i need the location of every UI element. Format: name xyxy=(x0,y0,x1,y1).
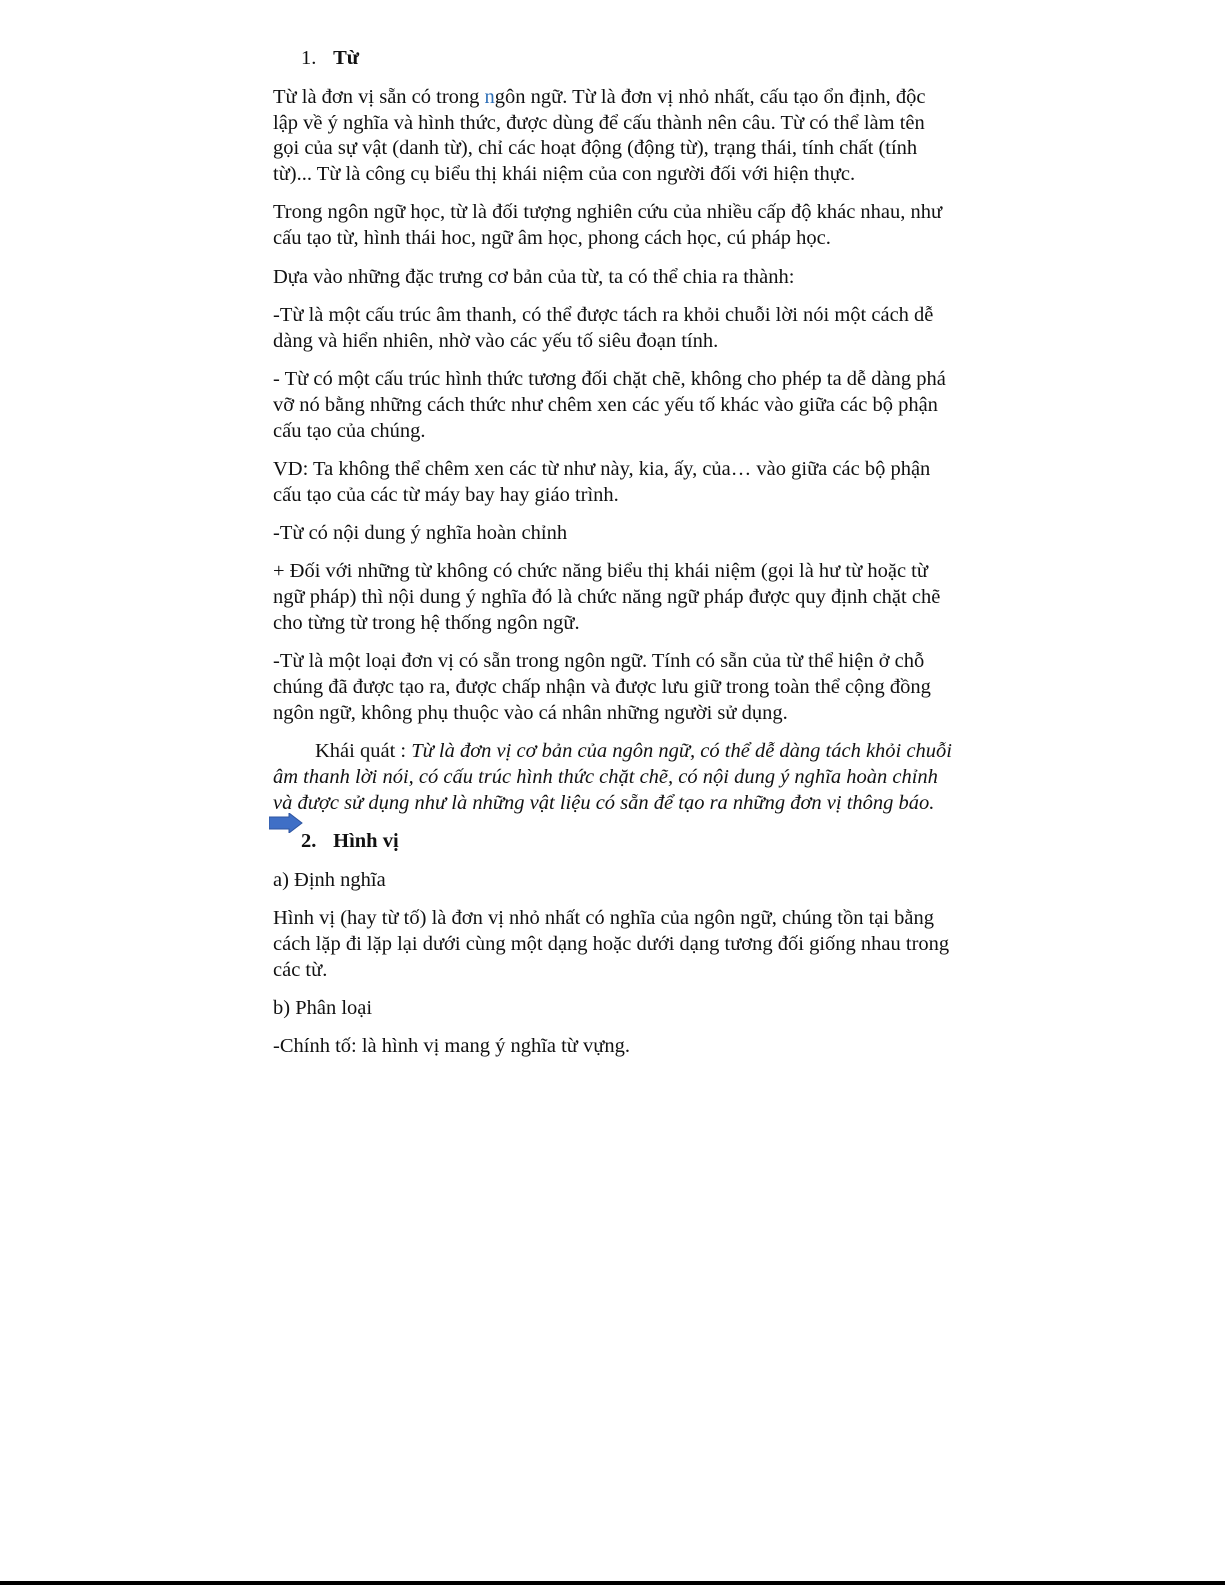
summary-label: Khái quát : xyxy=(315,740,412,763)
paragraph-linguistics: Trong ngôn ngữ học, từ là đối tượng nghiên cứu của nhiều cấp độ khác nhau, như cấu tạo từ, hình thái hoc, ngữ âm học, phong cách học, cú pháp học. xyxy=(273,201,943,250)
paragraph-form-structure: - Từ có một cấu trúc hình thức tương đối chặt chẽ, không cho phép ta dễ dàng phá vỡ nó bằng những cách thức như chêm xen các yếu tố khác vào giữa các bộ phận cấu tạo của chúng. xyxy=(273,367,946,442)
subheading-classification: b) Phân loại xyxy=(273,996,373,1019)
paragraph-definition xyxy=(273,85,953,188)
paragraph-definition-rest: gôn ngữ. Từ là đơn vị nhỏ nhất, cấu tạo ổn định, độc lập về ý nghĩa và hình thức, được dùng để cấu thành nên câu. Từ có thể làm tên gọi của sự vật (danh từ), chỉ các hoạt động (động từ), trạng thái, tính chất (tính từ)... Từ là công cụ biểu thị khái niệm của con người đối với hiện thực. xyxy=(273,85,926,186)
right-arrow-graphic xyxy=(269,813,303,833)
paragraph-definition-start: Từ là đơn vị sẵn có trong xyxy=(273,85,485,108)
paragraph-sound-structure: -Từ là một cấu trúc âm thanh, có thể được tách ra khỏi chuỗi lời nói một cách dễ dàng và hiển nhiên, nhờ vào các yếu tố siêu đoạn tính. xyxy=(273,303,934,352)
section-number-1: 1. xyxy=(301,47,317,69)
paragraph-root-morpheme: -Chính tố: là hình vị mang ý nghĩa từ vựng. xyxy=(273,1035,631,1058)
summary-text: Từ là đơn vị cơ bản của ngôn ngữ, có thể dễ dàng tách khỏi chuỗi âm thanh lời nói, có cấu trúc hình thức chặt chẽ, có nội dung ý nghĩa hoàn chỉnh và được sử dụng như là những vật liệu có sẵn để tạo ra những đơn vị thông báo. xyxy=(273,740,952,814)
section-heading-1 xyxy=(273,46,953,72)
section-title-2: Hình vị xyxy=(333,829,399,852)
accent-letter: n xyxy=(484,85,495,108)
section-heading-2 xyxy=(273,829,953,855)
paragraph-meaning: -Từ có nội dung ý nghĩa hoàn chỉnh xyxy=(273,521,568,544)
subheading-definition: a) Định nghĩa xyxy=(273,868,386,891)
paragraph-ready-made: -Từ là một loại đơn vị có sẵn trong ngôn ngữ. Tính có sẵn của từ thể hiện ở chỗ chúng đã được tạo ra, được chấp nhận và được lưu giữ trong toàn thể cộng đồng ngôn ngữ, không phụ thuộc vào cá nhân những người sử dụng. xyxy=(273,650,931,724)
paragraph-summary xyxy=(273,739,953,816)
paragraph-example: VD: Ta không thể chêm xen các từ như này, kia, ấy, của… vào giữa các bộ phận cấu tạo của các từ máy bay hay giáo trình. xyxy=(273,457,931,506)
paragraph-classification-intro: Dựa vào những đặc trưng cơ bản của từ, ta có thể chia ra thành: xyxy=(273,265,795,288)
section-title-1: Từ xyxy=(333,47,360,69)
paragraph-morpheme-definition: Hình vị (hay từ tố) là đơn vị nhỏ nhất có nghĩa của ngôn ngữ, chúng tồn tại bằng cách lặp đi lặp lại dưới cùng một dạng hoặc dưới dạng tương đối giống nhau trong các từ. xyxy=(273,907,950,981)
section-number-2: 2. xyxy=(301,829,317,852)
document-body xyxy=(273,46,953,1073)
paragraph-function-words: + Đối với những từ không có chức năng biểu thị khái niệm (gọi là hư từ hoặc từ ngữ pháp) thì nội dung ý nghĩa đó là chức năng ngữ pháp được quy định chặt chẽ cho từng từ trong hệ thống ngôn ngữ. xyxy=(273,560,941,634)
bottom-border xyxy=(0,1581,1225,1585)
right-arrow-icon xyxy=(269,813,303,833)
